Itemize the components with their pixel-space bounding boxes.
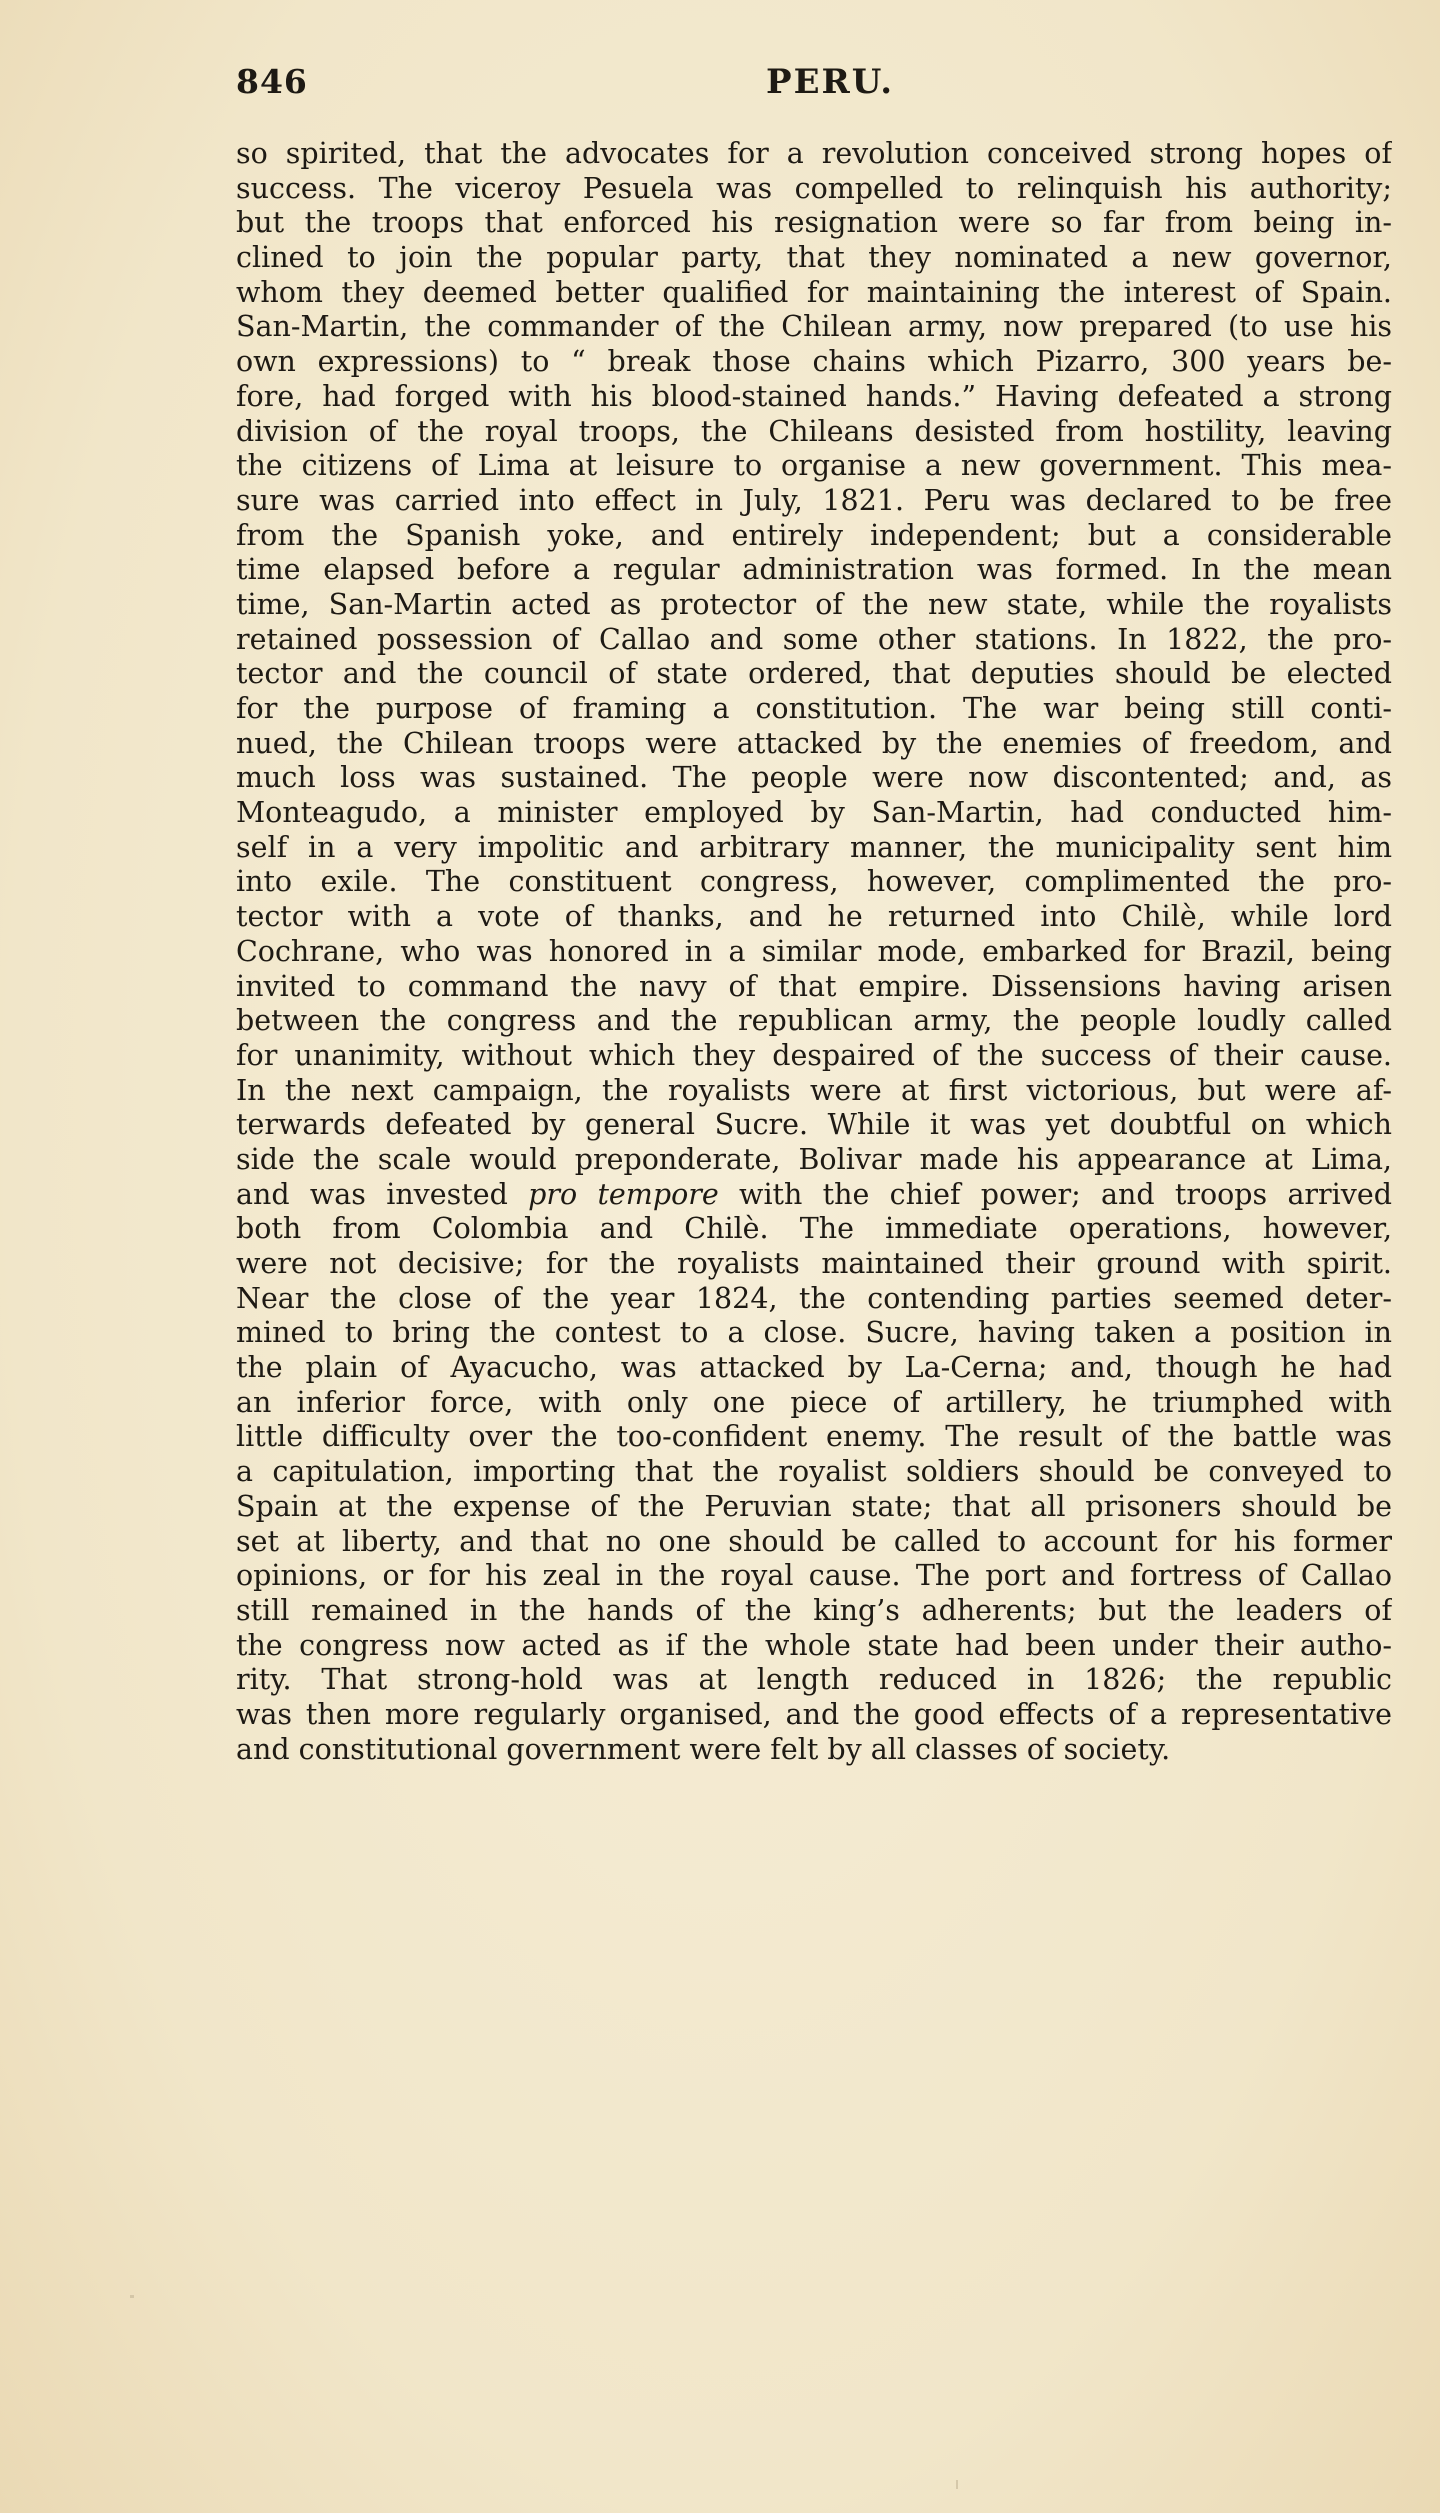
body-text bbox=[236, 137, 1392, 1767]
text-line: little difficulty over the too-confident enemy. The result of the battle was bbox=[236, 1420, 1392, 1454]
text-line: Near the close of the year 1824, the contending parties seemed deter- bbox=[236, 1281, 1392, 1315]
text-line: was then more regularly organised, and the good effects of a representative bbox=[236, 1697, 1392, 1731]
text-segment: and was invested bbox=[236, 1177, 508, 1211]
text-line: but the troops that enforced his resignation were so far from being in- bbox=[236, 206, 1392, 240]
text-segment: with the chief power; and troops arrived bbox=[739, 1177, 1392, 1211]
text-line: clined to join the popular party, that they nominated a new governor, bbox=[236, 241, 1392, 275]
text-line: the congress now acted as if the whole state had been under their autho- bbox=[236, 1628, 1392, 1662]
text-line: Monteagudo, a minister employed by San-Martin, had conducted him- bbox=[236, 796, 1392, 830]
page-number: 846 bbox=[236, 62, 308, 101]
text-line: success. The viceroy Pesuela was compelled to relinquish his authority; bbox=[236, 171, 1392, 205]
text-line: fore, had forged with his blood-stained hands.” Having defeated a strong bbox=[236, 379, 1392, 413]
text-line: self in a very impolitic and arbitrary manner, the municipality sent him bbox=[236, 830, 1392, 864]
paper-speck bbox=[956, 2480, 958, 2489]
text-line: the citizens of Lima at leisure to organise a new government. This mea- bbox=[236, 449, 1392, 483]
text-line: retained possession of Callao and some other stations. In 1822, the pro- bbox=[236, 622, 1392, 656]
paper-speck bbox=[130, 2295, 134, 2298]
text-line: tector with a vote of thanks, and he returned into Chilè, while lord bbox=[236, 900, 1392, 934]
text-line: In the next campaign, the royalists were at first victorious, but were af- bbox=[236, 1073, 1392, 1107]
text-line: both from Colombia and Chilè. The immediate operations, however, bbox=[236, 1212, 1392, 1246]
text-line: invited to command the navy of that empire. Dissensions having arisen bbox=[236, 969, 1392, 1003]
text-line: set at liberty, and that no one should be called to account for his former bbox=[236, 1524, 1392, 1558]
text-line: own expressions) to “ break those chains which Pizarro, 300 years be- bbox=[236, 345, 1392, 379]
text-line: side the scale would preponderate, Bolivar made his appearance at Lima, bbox=[236, 1142, 1392, 1176]
text-line-with-italic bbox=[236, 1178, 1392, 1213]
text-line: nued, the Chilean troops were attacked by the enemies of freedom, and bbox=[236, 726, 1392, 760]
text-line: an inferior force, with only one piece of artillery, he triumphed with bbox=[236, 1385, 1392, 1419]
text-line: tector and the council of state ordered, that deputies should be elected bbox=[236, 657, 1392, 691]
text-line: a capitulation, importing that the royalist soldiers should be conveyed to bbox=[236, 1455, 1392, 1489]
text-line: time, San-Martin acted as protector of the new state, while the royalists bbox=[236, 587, 1392, 621]
page-header bbox=[236, 62, 1386, 112]
text-line: division of the royal troops, the Chileans desisted from hostility, leaving bbox=[236, 414, 1392, 448]
text-line: and constitutional government were felt by all classes of society. bbox=[236, 1732, 1171, 1766]
text-line: time elapsed before a regular administration was formed. In the mean bbox=[236, 553, 1392, 587]
text-line: into exile. The constituent congress, however, complimented the pro- bbox=[236, 865, 1392, 899]
text-line: sure was carried into effect in July, 1821. Peru was declared to be free bbox=[236, 483, 1392, 517]
text-line: were not decisive; for the royalists maintained their ground with spirit. bbox=[236, 1247, 1392, 1280]
text-line: rity. That strong-hold was at length reduced in 1826; the republic bbox=[236, 1663, 1392, 1697]
text-line: so spirited, that the advocates for a revolution conceived strong hopes of bbox=[236, 137, 1392, 170]
text-line: much loss was sustained. The people were now discontented; and, as bbox=[236, 761, 1392, 795]
running-title: PERU. bbox=[766, 62, 895, 102]
italic-phrase: pro tempore bbox=[528, 1177, 719, 1211]
text-line: whom they deemed better qualified for maintaining the interest of Spain. bbox=[236, 275, 1392, 309]
text-line: the plain of Ayacucho, was attacked by La-Cerna; and, though he had bbox=[236, 1351, 1392, 1385]
text-line: for the purpose of framing a constitution. The war being still conti- bbox=[236, 692, 1392, 725]
text-line: between the congress and the republican army, the people loudly called bbox=[236, 1004, 1392, 1038]
text-line: mined to bring the contest to a close. Sucre, having taken a position in bbox=[236, 1316, 1392, 1350]
text-line: terwards defeated by general Sucre. While it was yet doubtful on which bbox=[236, 1108, 1392, 1142]
text-line: still remained in the hands of the king’s adherents; but the leaders of bbox=[236, 1593, 1392, 1627]
text-line: for unanimity, without which they despaired of the success of their cause. bbox=[236, 1038, 1392, 1072]
text-line: San-Martin, the commander of the Chilean army, now prepared (to use his bbox=[236, 310, 1392, 344]
text-line: from the Spanish yoke, and entirely independent; but a considerable bbox=[236, 518, 1392, 552]
text-line: Cochrane, who was honored in a similar mode, embarked for Brazil, being bbox=[236, 934, 1392, 968]
text-line: Spain at the expense of the Peruvian state; that all prisoners should be bbox=[236, 1489, 1392, 1523]
text-line: opinions, or for his zeal in the royal cause. The port and fortress of Callao bbox=[236, 1559, 1392, 1593]
